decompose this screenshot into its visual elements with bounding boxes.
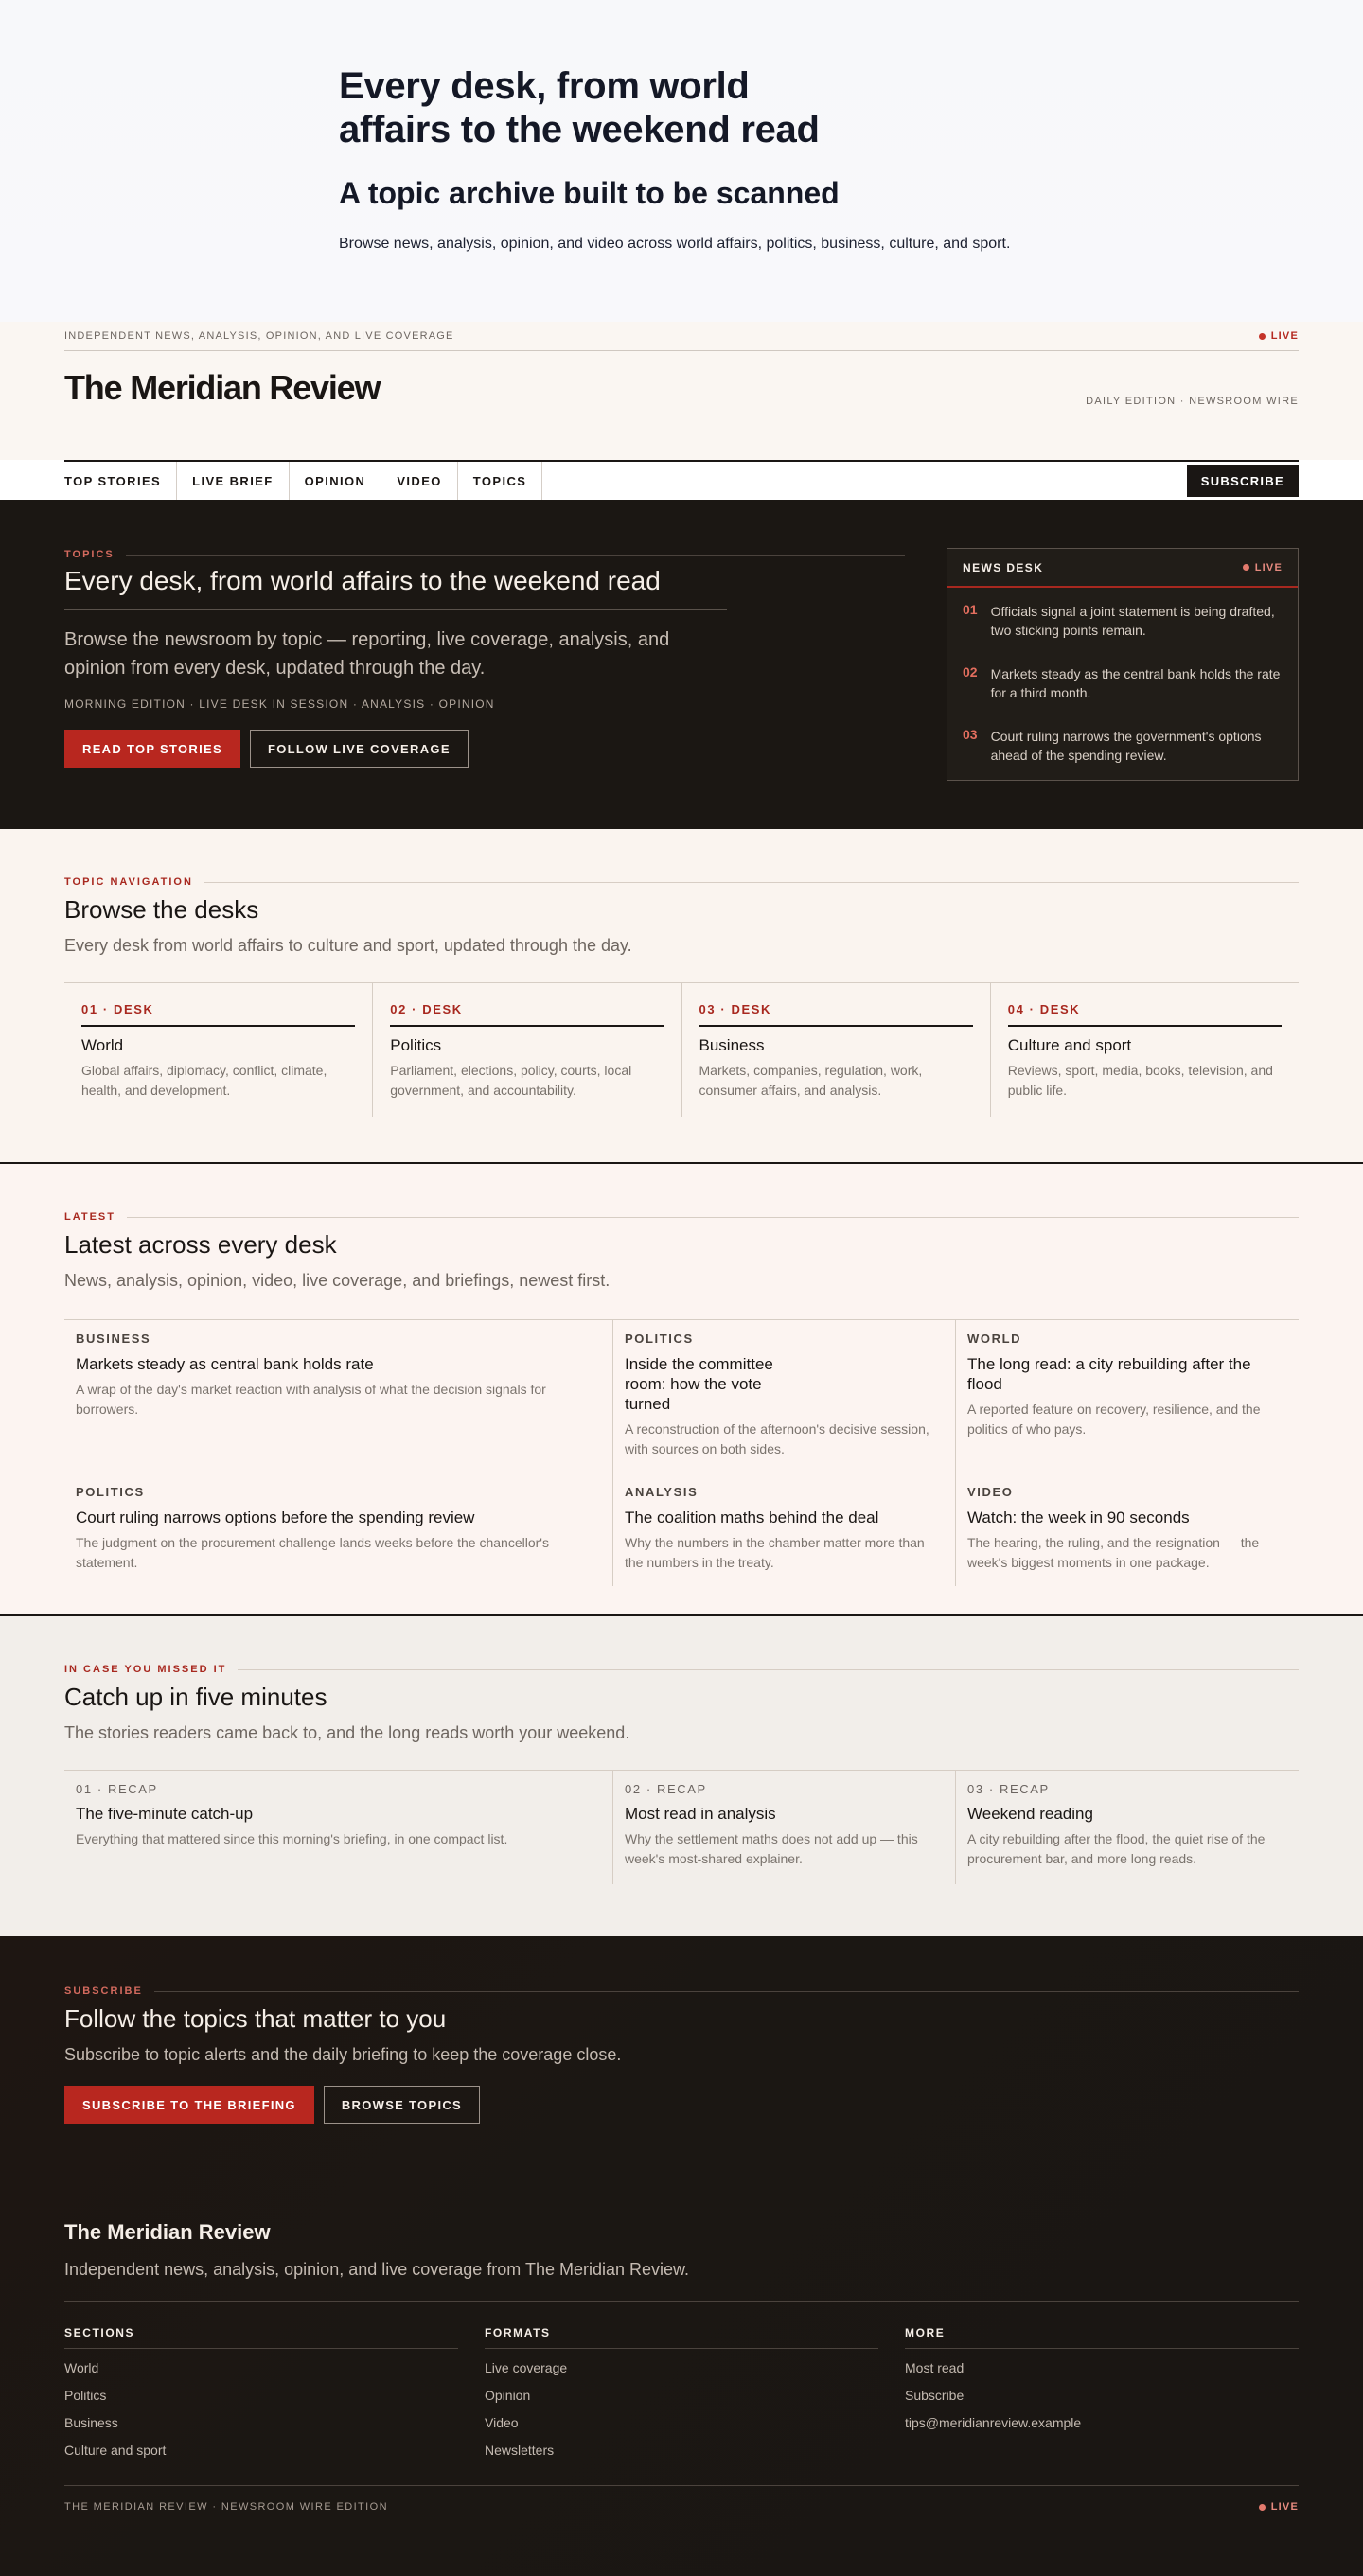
intro-section: [0, 0, 1363, 322]
subscribe-eyebrow-label: SUBSCRIBE: [64, 1985, 143, 1997]
footer-divider: [64, 2301, 1299, 2302]
nav-opinion[interactable]: OPINION: [290, 462, 382, 500]
footer-link-tips-email[interactable]: tips@meridianreview.example: [905, 2415, 1082, 2430]
story-headline: Court ruling narrows options before the spending review: [76, 1509, 475, 1526]
browse-title: Browse the desks: [64, 895, 259, 924]
recap-card[interactable]: [613, 1771, 956, 1884]
footer-link-live-coverage[interactable]: Live coverage: [485, 2360, 568, 2375]
recap-kicker: 03 · RECAP: [967, 1782, 1050, 1796]
catchup-title: Catch up in five minutes: [64, 1683, 327, 1711]
desk-list: [64, 982, 1299, 1117]
subscribe-subtitle: Subscribe to topic alerts and the daily briefing to keep the coverage close.: [64, 2045, 622, 2064]
footer-column-formats: [485, 2326, 878, 2459]
footer: [64, 2220, 1299, 2513]
browse-eyebrow-label: TOPIC NAVIGATION: [64, 876, 193, 888]
eyebrow-rule: [204, 882, 1299, 883]
nav-top-stories[interactable]: TOP STORIES: [64, 462, 177, 500]
nav-topics[interactable]: TOPICS: [458, 462, 543, 500]
story-card[interactable]: [956, 1320, 1299, 1473]
read-top-stories-button[interactable]: READ TOP STORIES: [64, 730, 240, 768]
subscribe-briefing-button[interactable]: SUBSCRIBE TO THE BRIEFING: [64, 2086, 314, 2124]
intro-subtitle: A topic archive built to be scanned: [339, 176, 840, 210]
desk-name: Politics: [390, 1036, 442, 1054]
desk-description: Parliament, elections, policy, courts, local government, and accountability.: [390, 1063, 632, 1098]
recap-dek: Everything that mattered since this morning's briefing, in one compact list.: [76, 1831, 508, 1846]
story-dek: A reconstruction of the afternoon's decisive session, with sources on both sides.: [625, 1421, 929, 1456]
latest-eyebrow-label: LATEST: [64, 1211, 115, 1223]
recap-list: [64, 1770, 1299, 1884]
story-card[interactable]: [613, 1320, 956, 1473]
news-desk-item-number: 01: [963, 602, 978, 617]
eyebrow-rule: [126, 555, 905, 556]
desk-kicker: 02 · DESK: [390, 1002, 664, 1027]
news-desk-live-label: LIVE: [1254, 561, 1283, 573]
footer-link-business[interactable]: Business: [64, 2415, 118, 2430]
live-dot-icon: [1243, 564, 1249, 571]
hero-eyebrow-label: TOPICS: [64, 549, 115, 560]
recap-headline: The five-minute catch-up: [76, 1805, 254, 1823]
hero-lead: Browse the newsroom by topic — reporting, live coverage, analysis, and opinion from every desk, updated through the day.: [64, 629, 670, 679]
footer-column-more: [905, 2326, 1299, 2459]
news-desk-live: [1243, 562, 1283, 573]
live-indicator[interactable]: [1259, 330, 1299, 342]
catchup-subtitle: The stories readers came back to, and the long reads worth your weekend.: [64, 1723, 630, 1742]
story-dek: The judgment on the procurement challenge lands weeks before the chancellor's statement.: [76, 1535, 549, 1570]
browse-section: [0, 829, 1363, 1164]
desk-kicker: 04 · DESK: [1008, 1002, 1282, 1027]
main-nav: [64, 462, 1299, 500]
story-category: ANALYSIS: [625, 1485, 699, 1499]
footer-bottom: [64, 2485, 1299, 2513]
latest-grid: [64, 1319, 1299, 1586]
hero-eyebrow: [64, 549, 905, 560]
recap-headline: Most read in analysis: [625, 1805, 776, 1823]
masthead-topline: [64, 322, 1299, 351]
story-category: VIDEO: [967, 1485, 1014, 1499]
desk-description: Markets, companies, regulation, work, consumer affairs, and analysis.: [699, 1063, 923, 1098]
footer-tagline: Independent news, analysis, opinion, and live coverage from The Meridian Review.: [64, 2260, 690, 2279]
latest-subtitle: News, analysis, opinion, video, live coverage, and briefings, newest first.: [64, 1271, 611, 1290]
footer-column-heading: FORMATS: [485, 2326, 878, 2349]
masthead-tagline: INDEPENDENT NEWS, ANALYSIS, OPINION, AND LIVE COVERAGE: [64, 330, 454, 342]
story-headline: The coalition maths behind the deal: [625, 1509, 879, 1526]
story-headline: Inside the committee room: how the vote turned: [625, 1355, 773, 1413]
recap-card[interactable]: [956, 1771, 1299, 1884]
browse-eyebrow: [64, 876, 1299, 888]
brand-logo[interactable]: The Meridian Review: [64, 368, 381, 407]
story-headline: Watch: the week in 90 seconds: [967, 1509, 1190, 1526]
news-desk-item-number: 02: [963, 664, 978, 679]
news-desk-title: NEWS DESK: [963, 560, 1044, 574]
intro-description: Browse news, analysis, opinion, and video across world affairs, politics, business, culture, and sport.: [339, 236, 1011, 252]
desk-name: World: [81, 1036, 124, 1054]
footer-column-heading: SECTIONS: [64, 2326, 458, 2349]
story-dek: A reported feature on recovery, resilience, and the politics of who pays.: [967, 1402, 1261, 1437]
desk-kicker: 01 · DESK: [81, 1002, 355, 1027]
desk-card-world[interactable]: [64, 983, 373, 1117]
news-desk-panel: [947, 548, 1299, 781]
hero-meta: MORNING EDITION · LIVE DESK IN SESSION · ANALYSIS · OPINION: [64, 697, 495, 711]
story-card[interactable]: [64, 1320, 613, 1473]
nav-live-brief[interactable]: LIVE BRIEF: [177, 462, 290, 500]
footer-column-heading: MORE: [905, 2326, 1299, 2349]
footer-link-world[interactable]: World: [64, 2360, 99, 2375]
masthead: [0, 322, 1363, 488]
catchup-eyebrow-label: IN CASE YOU MISSED IT: [64, 1664, 227, 1675]
recap-card[interactable]: [64, 1771, 613, 1884]
eyebrow-rule: [154, 1991, 1299, 1992]
intro-title: Every desk, from world affairs to the weekend read: [339, 65, 820, 150]
footer-link-culture-sport[interactable]: Culture and sport: [64, 2443, 167, 2458]
footer-live-indicator[interactable]: [1259, 2501, 1299, 2513]
latest-title: Latest across every desk: [64, 1230, 337, 1259]
eyebrow-rule: [238, 1669, 1299, 1670]
live-label: LIVE: [1270, 330, 1299, 342]
story-dek: Why the numbers in the chamber matter more than the numbers in the treaty.: [625, 1535, 925, 1570]
subscribe-title: Follow the topics that matter to you: [64, 2004, 447, 2033]
desk-card-politics[interactable]: [373, 983, 682, 1117]
news-desk-item-number: 03: [963, 727, 978, 742]
story-category: POLITICS: [76, 1485, 145, 1499]
browse-topics-button[interactable]: BROWSE TOPICS: [324, 2086, 480, 2124]
footer-live-label: LIVE: [1270, 2501, 1299, 2513]
footer-link-most-read[interactable]: Most read: [905, 2360, 965, 2375]
story-card[interactable]: [956, 1473, 1299, 1586]
hero-title: Every desk, from world affairs to the weekend read: [64, 564, 727, 610]
story-dek: The hearing, the ruling, and the resignation — the week's biggest moments in one package.: [967, 1535, 1260, 1570]
story-category: BUSINESS: [76, 1332, 151, 1346]
footer-link-subscribe[interactable]: Subscribe: [905, 2388, 965, 2403]
story-category: POLITICS: [625, 1332, 694, 1346]
latest-row: [64, 1320, 1299, 1473]
latest-eyebrow: [64, 1211, 1299, 1223]
news-desk-item-text: Markets steady as the central bank holds the rate for a third month.: [990, 666, 1281, 700]
hero-section: [0, 500, 1363, 829]
desk-kicker: 03 · DESK: [699, 1002, 973, 1027]
latest-row: [64, 1473, 1299, 1586]
desk-description: Reviews, sport, media, books, television, and public life.: [1007, 1063, 1273, 1098]
nav-video[interactable]: VIDEO: [381, 462, 457, 500]
footer-column-sections: [64, 2326, 458, 2459]
live-dot-icon: [1259, 333, 1266, 340]
recap-headline: Weekend reading: [967, 1805, 1093, 1823]
subscribe-eyebrow: [64, 1985, 1299, 1997]
story-card[interactable]: [613, 1473, 956, 1586]
edition-label: DAILY EDITION · NEWSROOM WIRE: [1086, 396, 1299, 407]
desk-name: Business: [699, 1036, 765, 1054]
eyebrow-rule: [127, 1217, 1299, 1218]
news-desk-item[interactable]: [947, 664, 1298, 702]
brand-row: [64, 351, 1299, 460]
subscribe-button[interactable]: SUBSCRIBE: [1187, 465, 1299, 497]
recap-dek: Why the settlement maths does not add up — this week's most-shared explainer.: [625, 1831, 918, 1866]
footer-link-newsletters[interactable]: Newsletters: [485, 2443, 555, 2458]
latest-section: [0, 1164, 1363, 1616]
desk-card-business[interactable]: [682, 983, 991, 1117]
desk-description: Global affairs, diplomacy, conflict, climate, health, and development.: [81, 1063, 327, 1098]
footer-link-video[interactable]: Video: [485, 2415, 519, 2430]
story-headline: Markets steady as central bank holds rate: [76, 1355, 374, 1373]
story-card[interactable]: [64, 1473, 613, 1586]
catchup-eyebrow: [64, 1664, 1299, 1675]
live-dot-icon: [1259, 2504, 1266, 2511]
story-dek: A wrap of the day's market reaction with analysis of what the decision signals for borrowers.: [76, 1382, 546, 1417]
footer-columns: [64, 2326, 1299, 2459]
news-desk-item[interactable]: [947, 602, 1298, 640]
catchup-section: [0, 1616, 1363, 1936]
recap-kicker: 02 · RECAP: [625, 1782, 707, 1796]
footer-copyright: THE MERIDIAN REVIEW · NEWSROOM WIRE EDITION: [64, 2501, 388, 2513]
recap-kicker: 01 · RECAP: [76, 1782, 158, 1796]
follow-live-coverage-button[interactable]: FOLLOW LIVE COVERAGE: [250, 730, 469, 768]
recap-dek: A city rebuilding after the flood, the quiet rise of the procurement bar, and more long reads.: [967, 1831, 1266, 1866]
news-desk-item[interactable]: [947, 727, 1298, 765]
story-headline: The long read: a city rebuilding after the flood: [967, 1355, 1251, 1393]
subscribe-footer-section: [0, 1936, 1363, 2576]
news-desk-item-text: Officials signal a joint statement is being drafted, two sticking points remain.: [990, 604, 1275, 638]
browse-subtitle: Every desk from world affairs to culture and sport, updated through the day.: [64, 936, 632, 955]
footer-link-opinion[interactable]: Opinion: [485, 2388, 531, 2403]
desk-card-culture-sport[interactable]: [991, 983, 1299, 1117]
footer-link-politics[interactable]: Politics: [64, 2388, 107, 2403]
story-category: WORLD: [967, 1332, 1022, 1346]
desk-name: Culture and sport: [1007, 1036, 1132, 1054]
footer-brand[interactable]: The Meridian Review: [64, 2220, 271, 2244]
news-desk-item-text: Court ruling narrows the government's options ahead of the spending review.: [990, 729, 1262, 763]
